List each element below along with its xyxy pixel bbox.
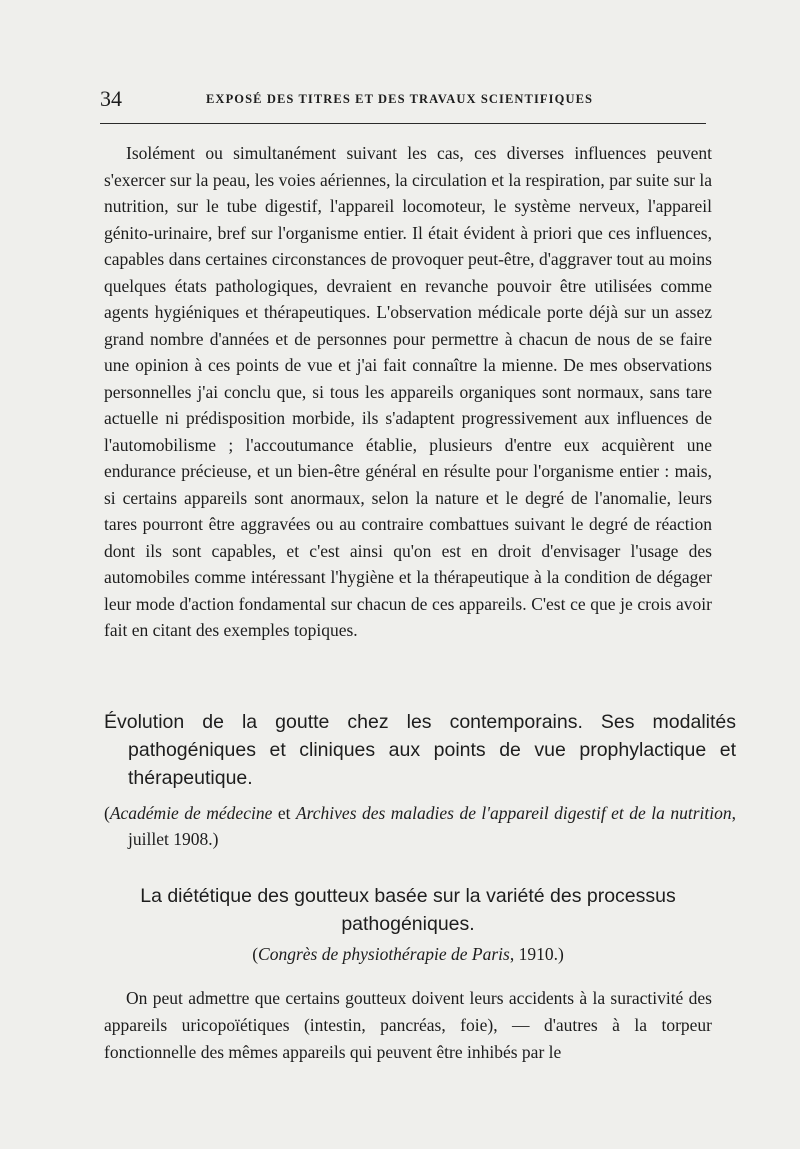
body-paragraph: Isolément ou simultanément suivant les cas, ces diverses influences peuvent s'exercer sur la peau, les voies aériennes, la circulation et la respiration, par suite sur la nutrition, sur le tube digestif, l'appareil locomoteur, le système nerveux, l'appareil génito-urinaire, bref sur l'organisme entier. Il était évident à priori que ces influences, capables dans certaines circonstances de provoquer peut-être, d'aggraver tout au moins quelques états pathologiques, devraient en revanche pouvoir être utilisées comme agents hygiéniques et thérapeutiques. L'observation médicale porte déjà sur un assez grand nombre d'années et de personnes pour permettre à chacun de nous de se faire une opinion à ces points de vue et j'ai fait connaître la mienne. De mes observations personnelles j'ai conclu que, si tous les appareils organiques sont normaux, sans tare actuelle ni prédisposition morbide, ils s'adaptent progressivement aux influences de l'automobilisme ; l'accoutumance établie, plusieurs d'entre eux acquièrent une endurance précieuse, et un bien-être général en résulte pour l'organisme entier : mais, si certains appareils sont anormaux, selon la nature et le degré de l'anomalie, leurs tares pourront être aggravées ou au contraire combattues suivant le degré de réaction dont ils sont capables, et c'est ainsi qu'on est en droit d'envisager l'usage des automobiles comme intéressant l'hygiène et la thérapeutique à la condition de dégager leur mode d'action fondamental sur chacun de ces appareils. C'est ce que je crois avoir fait en citant des exemples topiques. [104,143,712,640]
page-header [100,86,704,114]
citation-date: , juillet 1908.) [128,803,736,849]
section-citation [104,800,736,852]
citation-source: Académie de médecine [109,803,273,823]
section-title: La diététique des goutteux basée sur la variété des processus pathogéniques. [140,885,676,935]
header-rule [100,123,706,124]
page-number: 34 [100,86,122,111]
citation-conjunction: et [272,803,296,823]
citation-source: Congrès de physiothérapie de Paris [258,944,510,964]
citation-open: ( [104,803,110,823]
section-citation [104,941,712,967]
citation-date: , 1910.) [509,944,564,964]
citation-source: Archives des maladies de l'appareil digestif et de la nutrition [295,803,732,823]
section-title: Évolution de la goutte chez les contemporains. Ses modalités pathogéniques et cliniques aux points de vue prophylactique et thérapeutique. [104,711,736,789]
body-paragraph: On peut admettre que certains goutteux doivent leurs accidents à la suractivité des appareils uricopoïétiques (intestin, pancréas, foie), — d'autres à la torpeur fonctionnelle des mêmes appareils qui peuvent être inhibés par le [104,988,712,1062]
running-head: EXPOSÉ DES TITRES ET DES TRAVAUX SCIENTIFIQUES [206,92,594,106]
citation-open: ( [252,944,259,964]
